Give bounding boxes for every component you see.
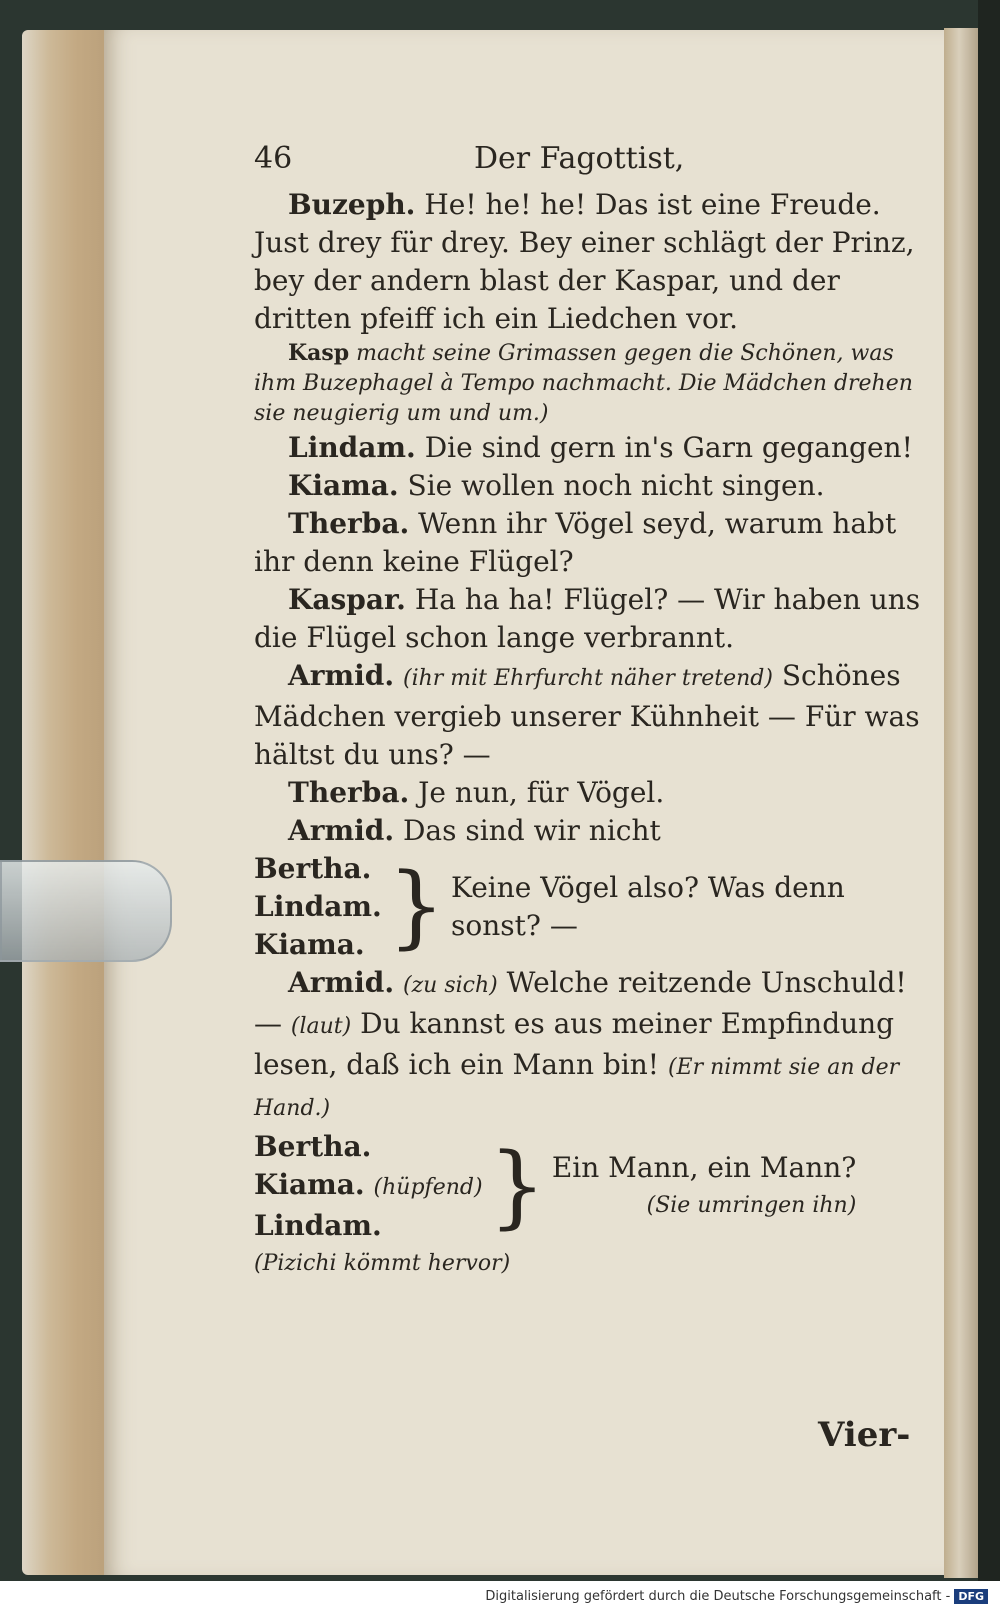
speech-text: He! he! he! Das ist eine Freude. Just drey für drey. Bey einer schlägt der Prinz, bey der andern blast der Kaspar, und der dritten pfeiff ich ein Liedchen vor.: [254, 188, 915, 335]
speaker: Kiama.: [254, 928, 365, 961]
book-fore-edge-right: [944, 28, 982, 1578]
running-head: Der Fagottist,: [474, 141, 685, 176]
catchword: Vier-: [818, 1415, 911, 1455]
speech-text: Die sind gern in's Garn gegangen!: [424, 431, 913, 464]
brace-glyph: }: [488, 1133, 546, 1239]
speaker-group: [254, 1128, 483, 1245]
speech-therba-2: [254, 774, 934, 812]
speech-text: Schönes Mädchen vergieb unserer Kühnheit — Für was hältst du uns? —: [254, 659, 920, 771]
speaker: Armid.: [288, 659, 395, 692]
speech-kaspar: [254, 581, 934, 657]
speaker: Bertha.: [254, 1130, 372, 1163]
speech-text: Keine Vögel also? Was denn sonst? —: [451, 871, 845, 942]
page-text: [254, 140, 934, 1283]
stage-direction-pizichi: (Pizichi kömmt hervor): [254, 1251, 511, 1276]
stage-direction-kasp: [254, 338, 934, 429]
stage-direction: (zu sich): [402, 973, 498, 998]
speech-armid-3: [254, 964, 934, 1128]
speech-text: Das sind wir nicht: [402, 814, 661, 847]
scan-background: [978, 0, 1000, 1611]
stage-direction: (hüpfend): [373, 1175, 483, 1200]
speaker: Armid.: [288, 966, 395, 999]
speech-armid: [254, 657, 934, 774]
page-header: [254, 140, 934, 178]
speech-armid-2: [254, 812, 934, 850]
speech-text: Wenn ihr Vögel seyd, warum habt ihr denn keine Flügel?: [254, 507, 897, 578]
speech-text: Welche reitzende Unschuld! —: [254, 966, 907, 1040]
speech-buzeph: [254, 186, 934, 338]
stage-direction: (laut): [290, 1014, 352, 1039]
speaker: Kiama.: [288, 469, 399, 502]
speaker: Bertha.: [254, 852, 372, 885]
stage-direction: macht seine Grimassen gegen die Schönen, was ihm Buzephagel à Tempo nachmacht. Die Mädchen drehen sie neugierig um und um.): [254, 341, 913, 426]
speaker: Armid.: [288, 814, 395, 847]
speaker: Kasp: [288, 340, 350, 366]
speaker: Lindam.: [254, 1209, 382, 1242]
speech-text: Du kannst es aus meiner Empfindung lesen, daß ich ein Mann bin!: [254, 1007, 895, 1081]
speaker: Therba.: [288, 507, 410, 540]
speech-text: Sie wollen noch nicht singen.: [407, 469, 825, 502]
speech-lindam: [254, 429, 934, 467]
speaker-group: [254, 850, 382, 964]
speaker: Kaspar.: [288, 583, 406, 616]
speech-text: Ha ha ha! Flügel? — Wir haben uns die Flügel schon lange verbrannt.: [254, 583, 921, 654]
dfg-logo: DFG: [954, 1589, 988, 1604]
speaker: Lindam.: [288, 431, 416, 464]
speaker: Therba.: [288, 776, 410, 809]
speaker: Kiama.: [254, 1168, 365, 1201]
stage-direction: (Er nimmt sie an der Hand.): [254, 1055, 900, 1121]
stage-direction: (Sie umringen ihn): [646, 1192, 857, 1218]
group-speech-1: [254, 850, 934, 964]
speaker: Buzeph.: [288, 188, 416, 221]
brace-glyph: }: [387, 854, 446, 959]
page-holder-clip: [0, 860, 172, 962]
stage-direction: (ihr mit Ehrfurcht näher tretend): [402, 666, 773, 691]
group-text: [552, 1149, 856, 1225]
speech-text: Ein Mann, ein Mann?: [551, 1150, 857, 1184]
footer-text: Digitalisierung gefördert durch die Deutsche Forschungsgemeinschaft -: [485, 1588, 951, 1604]
group-speech-2: [254, 1128, 934, 1245]
funding-footer: [0, 1581, 1000, 1611]
book-fore-edge-left: [22, 30, 112, 1575]
speech-therba: [254, 505, 934, 581]
speaker: Lindam.: [254, 890, 382, 923]
speech-kiama: [254, 467, 934, 505]
page-number: 46: [254, 141, 293, 176]
speech-text: Je nun, für Vögel.: [418, 776, 665, 809]
